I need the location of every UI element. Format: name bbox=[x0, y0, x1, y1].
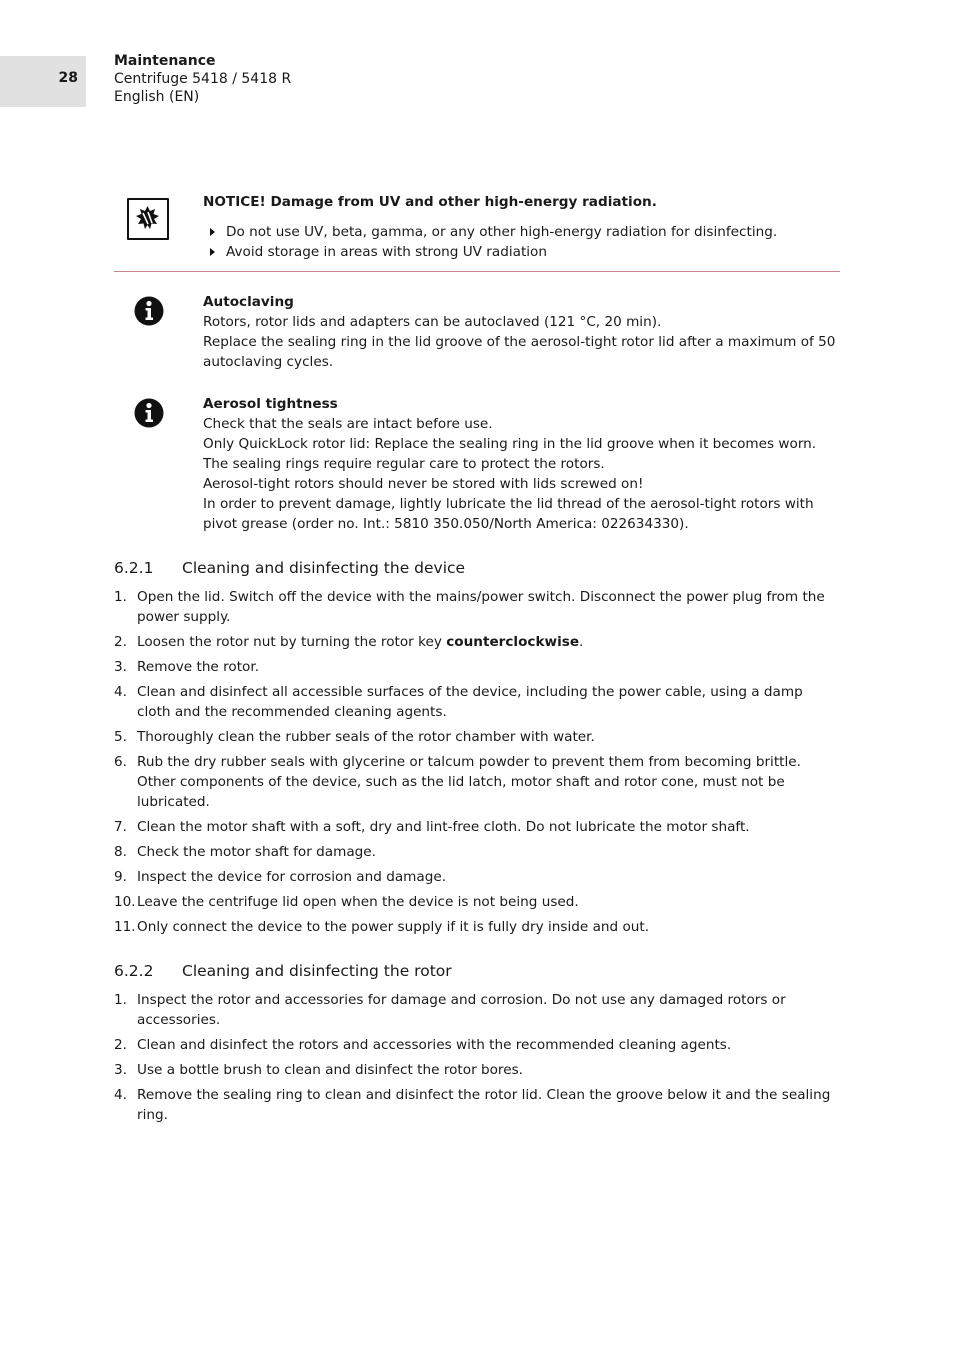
page-number-tab bbox=[0, 56, 86, 107]
section-title: Cleaning and disinfecting the rotor bbox=[182, 962, 452, 980]
info-title-aerosol: Aerosol tightness bbox=[203, 396, 338, 412]
section-title: Cleaning and disinfecting the device bbox=[182, 559, 466, 577]
list-item: 3. Remove the rotor. bbox=[114, 659, 260, 675]
section-heading-rotor bbox=[114, 961, 840, 981]
info-line: In order to prevent damage, lightly lubricate the lid thread of the aerosol-tight rotors with pivot grease (order no. Int.: 5810 350.050/North America: 022634330). bbox=[203, 496, 814, 532]
list-item: 9. Inspect the device for corrosion and damage. bbox=[114, 869, 447, 885]
emphasis-counterclockwise: counterclockwise bbox=[446, 634, 580, 650]
list-item: 6. Rub the dry rubber seals with glycerine or talcum powder to prevent them from becoming brittle. Other components of the device, such as the lid latch, motor shaft and rotor cone, must not be lubricated. bbox=[114, 754, 801, 810]
notice-list bbox=[203, 222, 840, 262]
section-heading-device bbox=[114, 558, 840, 578]
info-icon bbox=[134, 296, 164, 326]
list-item: 11. Only connect the device to the power supply if it is fully dry inside and out. bbox=[114, 919, 650, 935]
page-number: 28 bbox=[58, 70, 78, 86]
list-item: 10. Leave the centrifuge lid open when the device is not being used. bbox=[114, 894, 579, 910]
list-item: 2. Loosen the rotor nut by turning the rotor key counterclockwise. bbox=[114, 634, 584, 650]
list-item: 7. Clean the motor shaft with a soft, dry and lint-free cloth. Do not lubricate the motor shaft. bbox=[114, 819, 750, 835]
info-line: The sealing rings require regular care to protect the rotors. bbox=[203, 456, 605, 472]
section-number: 6.2.1 bbox=[114, 559, 154, 577]
info-line: Only QuickLock rotor lid: Replace the sealing ring in the lid groove when it becomes worn. bbox=[203, 436, 817, 452]
info-icon bbox=[134, 398, 164, 428]
list-item: 4. Clean and disinfect all accessible surfaces of the device, including the power cable, using a damp cloth and the recommended cleaning agents. bbox=[114, 684, 803, 720]
info-title-autoclaving: Autoclaving bbox=[203, 294, 294, 310]
device-steps-list bbox=[114, 587, 840, 937]
header-language: English (EN) bbox=[114, 89, 200, 105]
list-item: 2. Clean and disinfect the rotors and accessories with the recommended cleaning agents. bbox=[114, 1037, 732, 1053]
info-line: Check that the seals are intact before use. bbox=[203, 416, 493, 432]
info-line: Replace the sealing ring in the lid groove of the aerosol-tight rotor lid after a maximum of 50 autoclaving cycles. bbox=[203, 334, 836, 370]
header-product: Centrifuge 5418 / 5418 R bbox=[114, 71, 292, 87]
info-line: Rotors, rotor lids and adapters can be autoclaved (121 °C, 20 min). bbox=[203, 314, 662, 330]
list-item: 5. Thoroughly clean the rubber seals of the rotor chamber with water. bbox=[114, 729, 595, 745]
info-block-aerosol bbox=[114, 394, 840, 534]
list-item: 1. Inspect the rotor and accessories for damage and corrosion. Do not use any damaged rotors or accessories. bbox=[114, 992, 786, 1028]
notice-item: Do not use UV, beta, gamma, or any other high-energy radiation for disinfecting. bbox=[203, 222, 840, 242]
notice-block bbox=[114, 192, 840, 272]
page-content bbox=[114, 192, 840, 1130]
list-item: 3. Use a bottle brush to clean and disinfect the rotor bores. bbox=[114, 1062, 523, 1078]
notice-item: Avoid storage in areas with strong UV radiation bbox=[203, 242, 840, 262]
uv-damage-notice-icon bbox=[127, 198, 169, 240]
section-number: 6.2.2 bbox=[114, 962, 154, 980]
notice-title: NOTICE! Damage from UV and other high-energy radiation. bbox=[203, 194, 657, 210]
info-block-autoclaving bbox=[114, 292, 840, 372]
rotor-steps-list bbox=[114, 990, 840, 1125]
info-line: Aerosol-tight rotors should never be stored with lids screwed on! bbox=[203, 476, 644, 492]
list-item: 8. Check the motor shaft for damage. bbox=[114, 844, 376, 860]
list-item: 1. Open the lid. Switch off the device with the mains/power switch. Disconnect the power plug from the power supply. bbox=[114, 589, 825, 625]
running-header bbox=[114, 52, 291, 106]
header-section: Maintenance bbox=[114, 53, 216, 69]
list-item: 4. Remove the sealing ring to clean and disinfect the rotor lid. Clean the groove below it and the sealing ring. bbox=[114, 1087, 831, 1123]
